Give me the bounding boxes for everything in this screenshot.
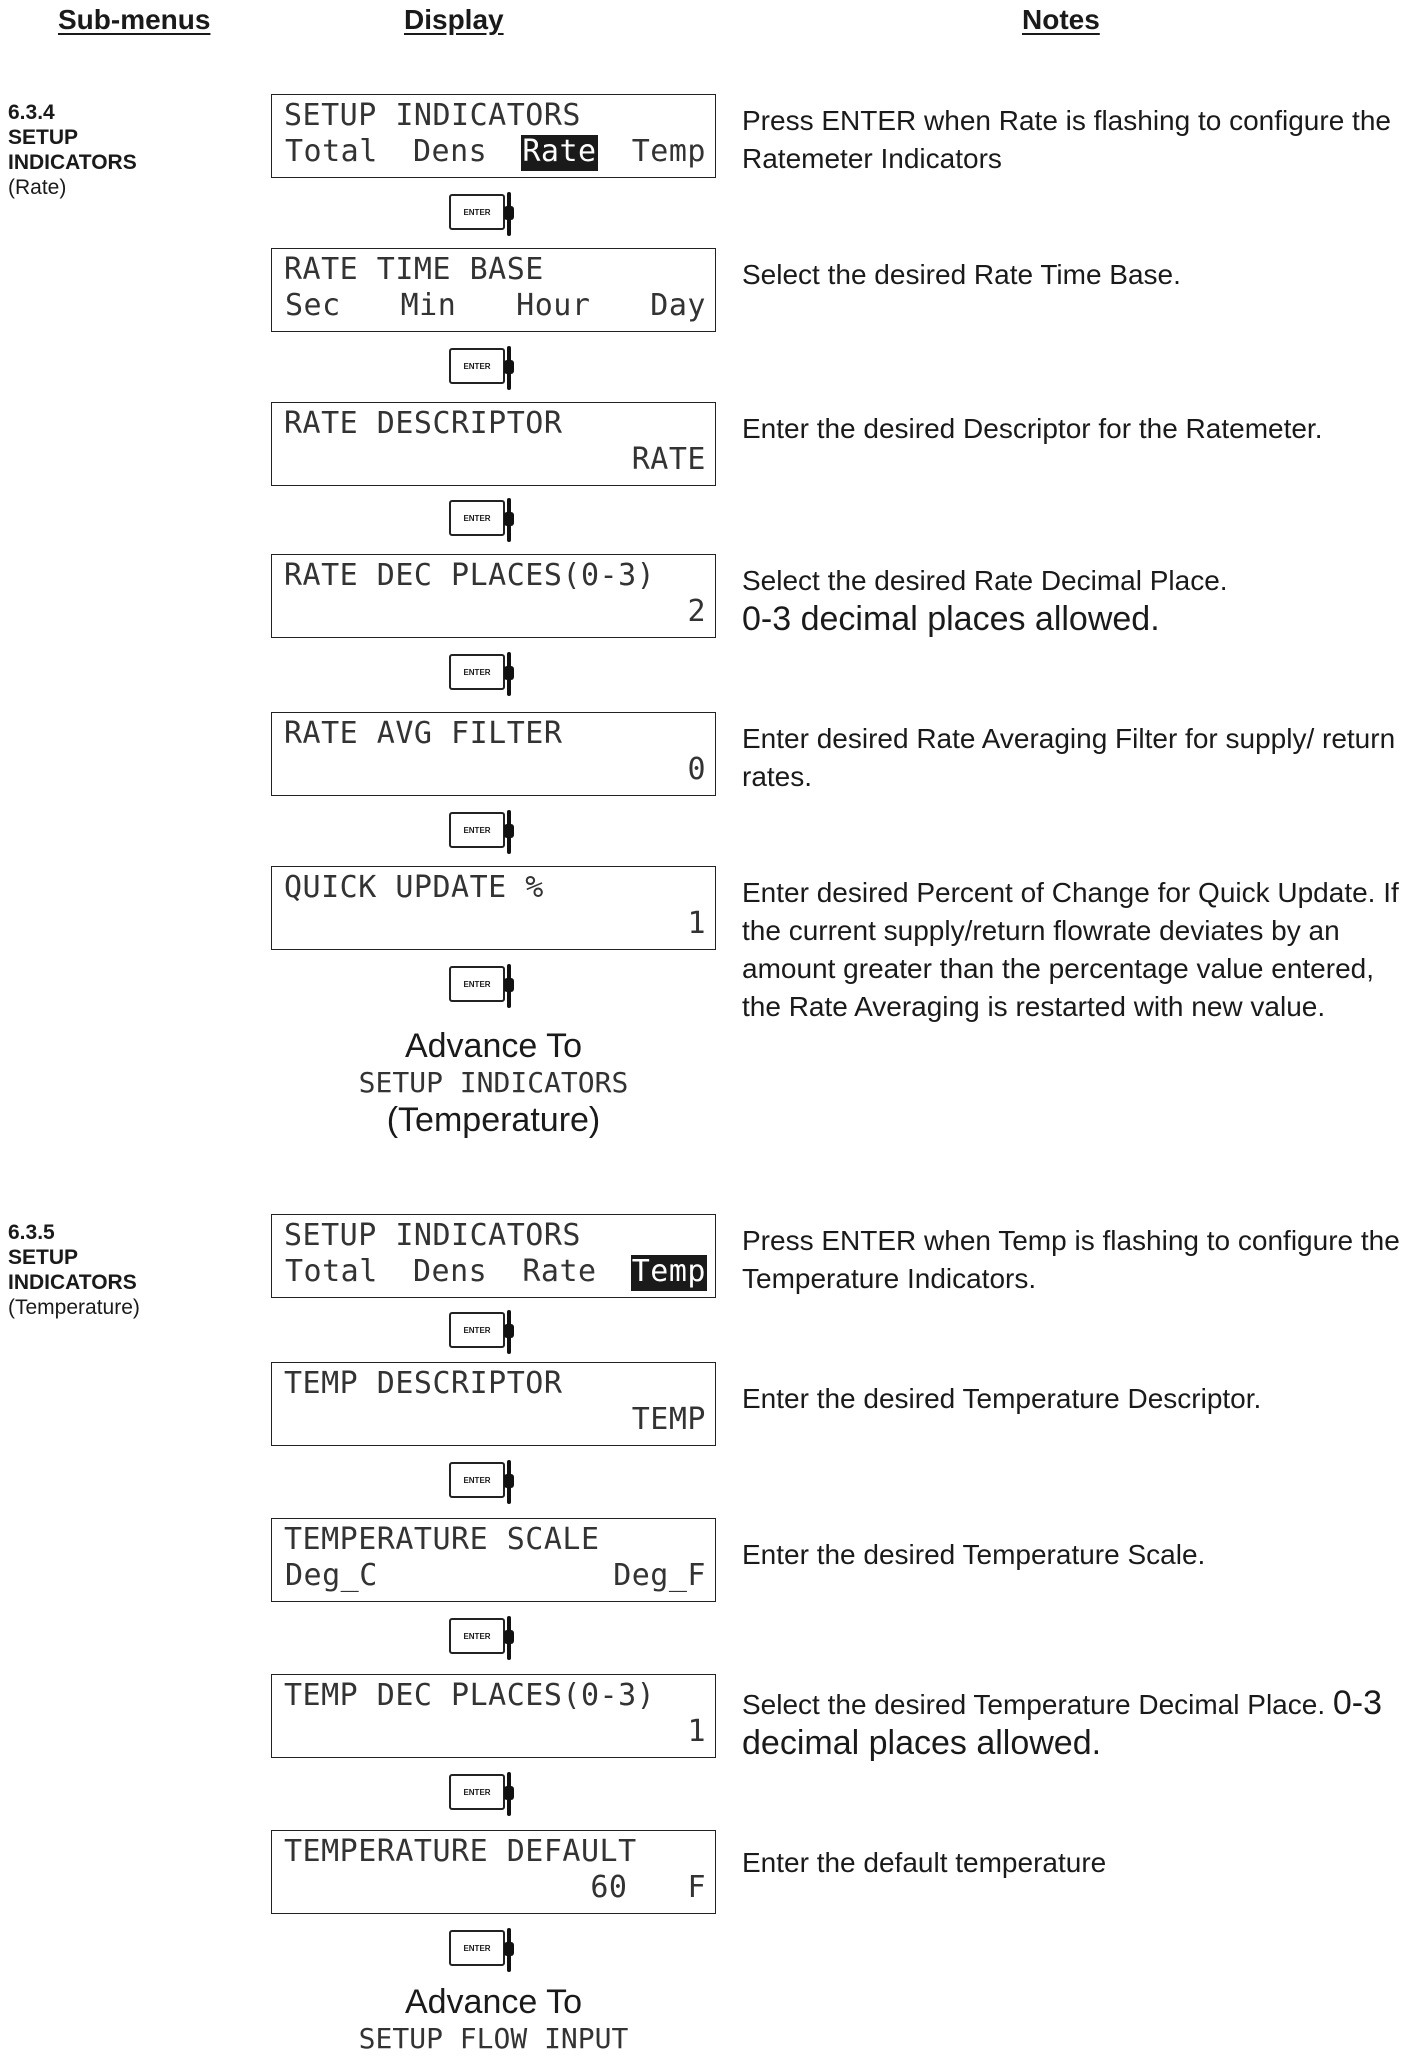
section-title-line2: INDICATORS: [8, 1271, 137, 1294]
lcd-line1: SETUP INDICATORS: [284, 1218, 581, 1253]
note: Enter desired Percent of Change for Quick Update. If the current supply/return flowrate deviates by an amount greater than the percentage value entered, the Rate Averaging is restarted with new value.: [742, 877, 1399, 1022]
lcd-screen-temperature-default: [271, 1830, 716, 1914]
finger-press-icon: [507, 810, 511, 854]
lcd-line1: QUICK UPDATE %: [284, 870, 544, 905]
note: Enter the desired Temperature Descriptor.: [742, 1383, 1262, 1414]
enter-key-label: ENTER: [449, 1312, 505, 1348]
notes-header: Notes: [1022, 4, 1100, 35]
lcd-line2: [284, 753, 715, 789]
enter-key-label: ENTER: [449, 500, 505, 536]
note: Enter the desired Descriptor for the Ratemeter.: [742, 413, 1323, 444]
enter-key-label: ENTER: [449, 1930, 505, 1966]
lcd-screen-rate-descriptor: [271, 402, 716, 486]
lcd-line2: [284, 907, 715, 943]
lcd-option-total: Total: [285, 134, 378, 169]
lcd-screen-rate-dec-places: [271, 554, 716, 638]
lcd-option-rate-selected: Rate: [522, 134, 597, 169]
lcd-screen-setup-indicators-temp: [271, 1214, 716, 1298]
enter-key-label: ENTER: [449, 194, 505, 230]
enter-key-icon: [449, 1618, 519, 1656]
lcd-screen-temperature-scale: [271, 1518, 716, 1602]
section-label-temperature: [8, 1220, 218, 1320]
lcd-option-temp-selected: Temp: [631, 1254, 706, 1289]
section-number: 6.3.5: [8, 1221, 55, 1244]
lcd-line2: [284, 1255, 715, 1291]
enter-key-icon: [449, 812, 519, 850]
finger-press-icon: [507, 1616, 511, 1660]
lcd-screen-temp-descriptor: [271, 1362, 716, 1446]
lcd-line1: RATE TIME BASE: [284, 252, 544, 287]
advance-target-paren: (Temperature): [386, 1101, 601, 1139]
enter-key-label: ENTER: [449, 1774, 505, 1810]
finger-press-icon: [507, 964, 511, 1008]
lcd-option-total: Total: [285, 1254, 378, 1289]
lcd-value-unit: F: [687, 1870, 706, 1905]
note: Press ENTER when Rate is flashing to configure the Ratemeter Indicators: [742, 105, 1391, 174]
lcd-value: 1: [687, 1714, 706, 1749]
lcd-line2: [284, 595, 715, 631]
enter-key-icon: [449, 1462, 519, 1500]
lcd-line2: [284, 443, 715, 479]
enter-key-icon: [449, 966, 519, 1004]
finger-press-icon: [507, 1460, 511, 1504]
note: Enter the default temperature: [742, 1847, 1107, 1878]
finger-press-icon: [507, 1928, 511, 1972]
note: [742, 1684, 1402, 1764]
lcd-line1: SETUP INDICATORS: [284, 98, 581, 133]
enter-key-label: ENTER: [449, 1618, 505, 1654]
enter-key-icon: [449, 194, 519, 232]
enter-key-label: ENTER: [449, 966, 505, 1002]
lcd-line2: [284, 1715, 715, 1751]
finger-press-icon: [507, 498, 511, 542]
advance-to-block: [271, 1026, 716, 1140]
note: Select the desired Rate Time Base.: [742, 259, 1181, 290]
note: Enter desired Rate Averaging Filter for supply/ return rates.: [742, 723, 1396, 792]
lcd-line2: [284, 135, 715, 171]
note-text: Select the desired Rate Decimal Place.: [742, 565, 1228, 596]
advance-label: Advance To: [404, 1027, 583, 1065]
lcd-line1: TEMP DEC PLACES(0-3): [284, 1678, 656, 1713]
lcd-line2: [284, 1559, 715, 1595]
lcd-line1: RATE DEC PLACES(0-3): [284, 558, 656, 593]
lcd-option-deg-f: Deg_F: [613, 1558, 706, 1593]
lcd-line1: TEMPERATURE SCALE: [284, 1522, 600, 1557]
note: [742, 562, 1402, 640]
section-title-line1: SETUP: [8, 126, 79, 149]
lcd-option-hour: Hour: [516, 288, 591, 323]
finger-press-icon: [507, 1310, 511, 1354]
lcd-screen-temp-dec-places: [271, 1674, 716, 1758]
finger-press-icon: [507, 346, 511, 390]
lcd-option-sec: Sec: [285, 288, 341, 323]
lcd-line2: [284, 289, 715, 325]
lcd-option-day: Day: [650, 288, 706, 323]
finger-press-icon: [507, 652, 511, 696]
advance-target: SETUP INDICATORS: [358, 1066, 629, 1099]
enter-key-icon: [449, 1774, 519, 1812]
section-title-line2: INDICATORS: [8, 151, 137, 174]
lcd-value: 1: [687, 906, 706, 941]
lcd-option-dens: Dens: [412, 134, 488, 169]
enter-key-label: ENTER: [449, 654, 505, 690]
finger-press-icon: [507, 1772, 511, 1816]
lcd-option-rate: Rate: [522, 1254, 597, 1289]
submenus-header: Sub-menus: [58, 4, 211, 35]
enter-key-icon: [449, 1930, 519, 1968]
note-text: Select the desired Temperature Decimal Place.: [742, 1689, 1326, 1720]
section-subtitle: (Rate): [8, 176, 67, 199]
lcd-option-temp: Temp: [631, 134, 706, 169]
finger-press-icon: [507, 192, 511, 236]
lcd-value: 2: [687, 594, 706, 629]
lcd-screen-rate-time-base: [271, 248, 716, 332]
lcd-screen-setup-indicators-rate: [271, 94, 716, 178]
enter-key-icon: [449, 1312, 519, 1350]
section-label-rate: [8, 100, 218, 200]
lcd-line1: RATE DESCRIPTOR: [284, 406, 563, 441]
lcd-screen-rate-avg-filter: [271, 712, 716, 796]
enter-key-icon: [449, 654, 519, 692]
lcd-value-temperature: 60: [590, 1870, 628, 1905]
lcd-line1: TEMPERATURE DEFAULT: [284, 1834, 637, 1869]
lcd-screen-quick-update: [271, 866, 716, 950]
lcd-option-min: Min: [400, 288, 457, 323]
advance-label: Advance To: [404, 1983, 583, 2021]
section-title-line1: SETUP: [8, 1246, 79, 1269]
section-number: 6.3.4: [8, 101, 55, 124]
enter-key-icon: [449, 348, 519, 386]
note: Enter the desired Temperature Scale.: [742, 1539, 1206, 1570]
lcd-value: 0: [687, 752, 706, 787]
enter-key-label: ENTER: [449, 812, 505, 848]
enter-key-label: ENTER: [449, 1462, 505, 1498]
enter-key-label: ENTER: [449, 348, 505, 384]
note: Press ENTER when Temp is flashing to configure the Temperature Indicators.: [742, 1225, 1400, 1294]
note-emphasis: 0-3 decimal places allowed.: [742, 1684, 1383, 1762]
lcd-option-dens: Dens: [412, 1254, 488, 1289]
lcd-line2: [284, 1871, 715, 1907]
display-header: Display: [404, 4, 504, 35]
lcd-value: RATE: [631, 442, 706, 477]
advance-target: SETUP FLOW INPUT: [358, 2022, 629, 2055]
lcd-line2: [284, 1403, 715, 1439]
lcd-option-deg-c: Deg_C: [285, 1558, 378, 1593]
lcd-line1: RATE AVG FILTER: [284, 716, 563, 751]
note-emphasis: 0-3 decimal places allowed.: [742, 600, 1160, 638]
enter-key-icon: [449, 500, 519, 538]
advance-to-block: [271, 1982, 716, 2056]
lcd-value: TEMP: [631, 1402, 706, 1437]
section-subtitle: (Temperature): [8, 1296, 140, 1319]
lcd-line1: TEMP DESCRIPTOR: [284, 1366, 563, 1401]
